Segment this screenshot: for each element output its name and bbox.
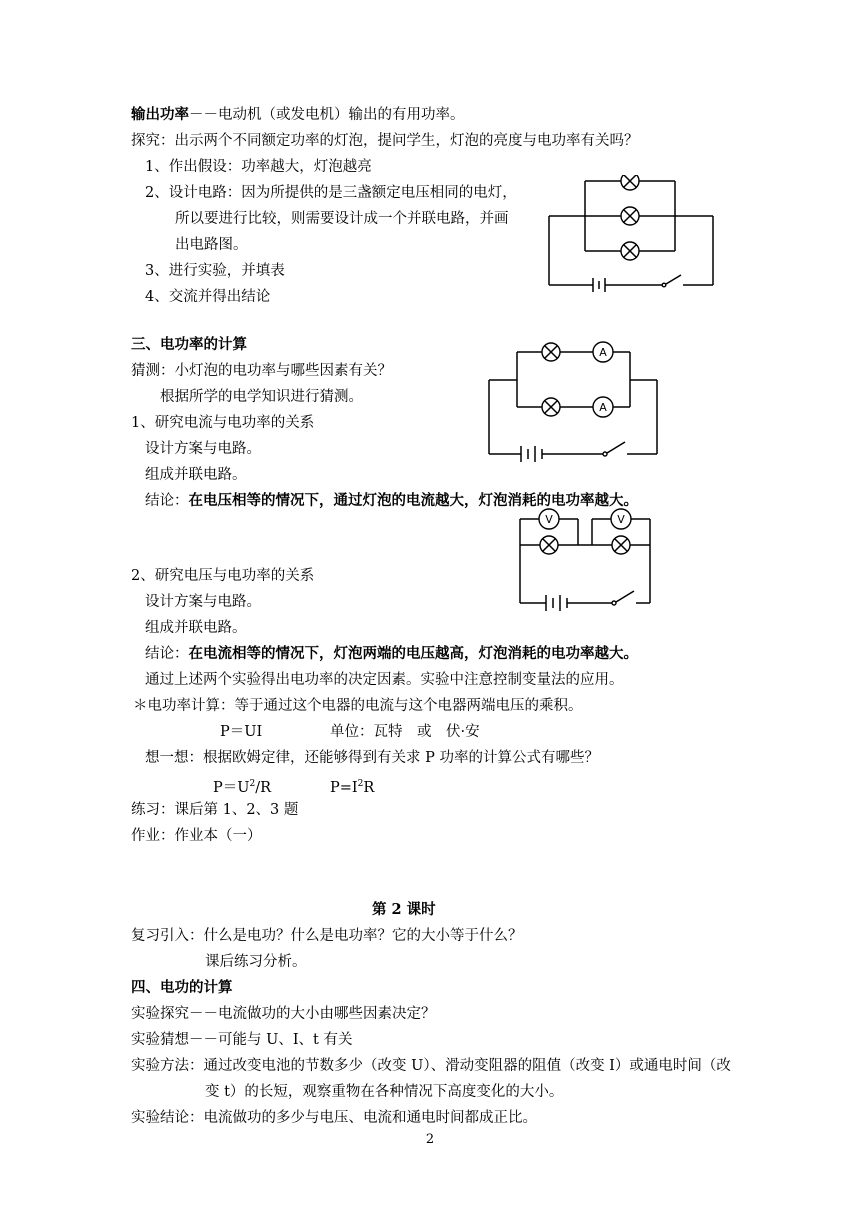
voltmeter-label: V (617, 513, 625, 526)
step-hypothesis: 1、作出假设：功率越大，灯泡越亮 (145, 159, 372, 175)
lamp-icon (540, 536, 558, 554)
switch-lever (616, 591, 634, 602)
step-design-circuit-cont1: 所以要进行比较，则需要设计成一个并联电路，并画 (175, 211, 509, 227)
circuit-lamps-voltmeters-series (508, 505, 660, 613)
circuit-lamps-ammeters-parallel (485, 338, 661, 466)
experiment-method-cont: 变 t）的长短，观察重物在各种情况下高度变化的大小。 (205, 1084, 564, 1100)
formula-u2r (213, 774, 271, 798)
output-power-term: 输出功率 (131, 106, 189, 123)
design-plan-1: 设计方案与电路。 (145, 441, 261, 457)
formula-i2r (330, 774, 374, 798)
voltmeter-label: V (545, 513, 553, 526)
exercise-analysis: 课后练习分析。 (205, 954, 307, 970)
lamp-icon (621, 242, 639, 260)
explore-line: 探究：出示两个不同额定功率的灯泡，提问学生，灯泡的亮度与电功率有关吗？ (131, 133, 639, 149)
formula-pui: P＝UI (220, 724, 263, 740)
experiment-guess: 实验猜想－－可能与 U、I、t 有关 (131, 1032, 353, 1048)
ammeter-label: A (599, 401, 607, 414)
lamp-icon (612, 536, 630, 554)
ammeter-label: A (599, 346, 607, 359)
parallel-circuit-2: 组成并联电路。 (145, 620, 247, 636)
formula-u2r-exp: 2 (249, 779, 256, 789)
conclusion-2-prefix: 结论： (145, 646, 189, 662)
experiment-method: 实验方法：通过改变电池的节数多少（改变 U）、滑动变阻器的阻值（改变 I）或通电时间（改 (131, 1058, 731, 1074)
lamp-icon (542, 398, 560, 416)
output-power-definition: －－电动机（或发电机）输出的有用功率。 (189, 107, 465, 123)
section-heading-power-calc: 三、电功率的计算 (131, 336, 247, 353)
lesson-2-title: 第 2 课时 (372, 901, 436, 918)
conclusion-1-prefix: 结论： (145, 493, 189, 509)
summary-line: 通过上述两个实验得出电功率的决定因素。实验中注意控制变量法的应用。 (145, 672, 624, 688)
step-experiment: 3、进行实验，并填表 (145, 263, 285, 279)
switch-lever (607, 442, 625, 453)
homework-line: 作业：作业本（一） (131, 828, 262, 844)
exercise-line: 练习：课后第 1、2、3 题 (131, 802, 299, 818)
formula-i2r-tail: R (363, 779, 375, 796)
think-line: 想一想：根据欧姆定律，还能够得到有关求 P 功率的计算公式有哪些？ (145, 750, 599, 766)
guess-line: 猜测：小灯泡的电功率与哪些因素有关？ (131, 363, 392, 379)
conclusion-2 (145, 644, 638, 664)
unit-line: 单位：瓦特 或 伏·安 (330, 724, 480, 740)
lamp-icon (621, 207, 639, 225)
formula-i2r-base: P=I (330, 779, 358, 796)
step-design-circuit-cont2: 出电路图。 (175, 237, 248, 253)
experiment-explore: 实验探究－－电流做功的大小由哪些因素决定？ (131, 1006, 436, 1022)
step-conclusion: 4、交流并得出结论 (145, 289, 271, 305)
design-plan-2: 设计方案与电路。 (145, 594, 261, 610)
study-voltage-heading: 2、研究电压与电功率的关系 (131, 568, 315, 584)
voltmeter-icon (611, 509, 631, 529)
ammeter-icon (593, 342, 613, 362)
formula-i2r-exp: 2 (357, 779, 364, 789)
section-heading-work-calc: 四、电功的计算 (131, 979, 233, 996)
step-design-circuit: 2、设计电路：因为所提供的是三盏额定电压相同的电灯， (145, 185, 517, 201)
conclusion-1-text: 在电压相等的情况下，通过灯泡的电流越大，灯泡消耗的电功率越大。 (188, 492, 638, 509)
formula-u2r-base: P＝U (213, 779, 250, 796)
conclusion-2-text: 在电流相等的情况下，灯泡两端的电压越高，灯泡消耗的电功率越大。 (188, 645, 638, 662)
experiment-conclusion: 实验结论：电流做功的多少与电压、电流和通电时间都成正比。 (131, 1110, 537, 1126)
ammeter-icon (593, 397, 613, 417)
formula-u2r-tail: /R (255, 779, 272, 796)
power-calc-definition: ＊电功率计算：等于通过这个电器的电流与这个电器两端电压的乘积。 (133, 698, 583, 714)
page-number: 2 (425, 1132, 435, 1147)
study-current-heading: 1、研究电流与电功率的关系 (131, 415, 315, 431)
review-intro: 复习引入：什么是电功？什么是电功率？它的大小等于什么？ (131, 928, 523, 944)
lamp-icon (542, 343, 560, 361)
guess-line-cont: 根据所学的电学知识进行猜测。 (160, 389, 363, 405)
voltmeter-icon (539, 509, 559, 529)
output-power-line (131, 105, 465, 125)
switch-lever (666, 275, 681, 284)
circuit-three-lamps-parallel (545, 175, 717, 293)
parallel-circuit-1: 组成并联电路。 (145, 467, 247, 483)
lamp-icon (621, 175, 639, 190)
